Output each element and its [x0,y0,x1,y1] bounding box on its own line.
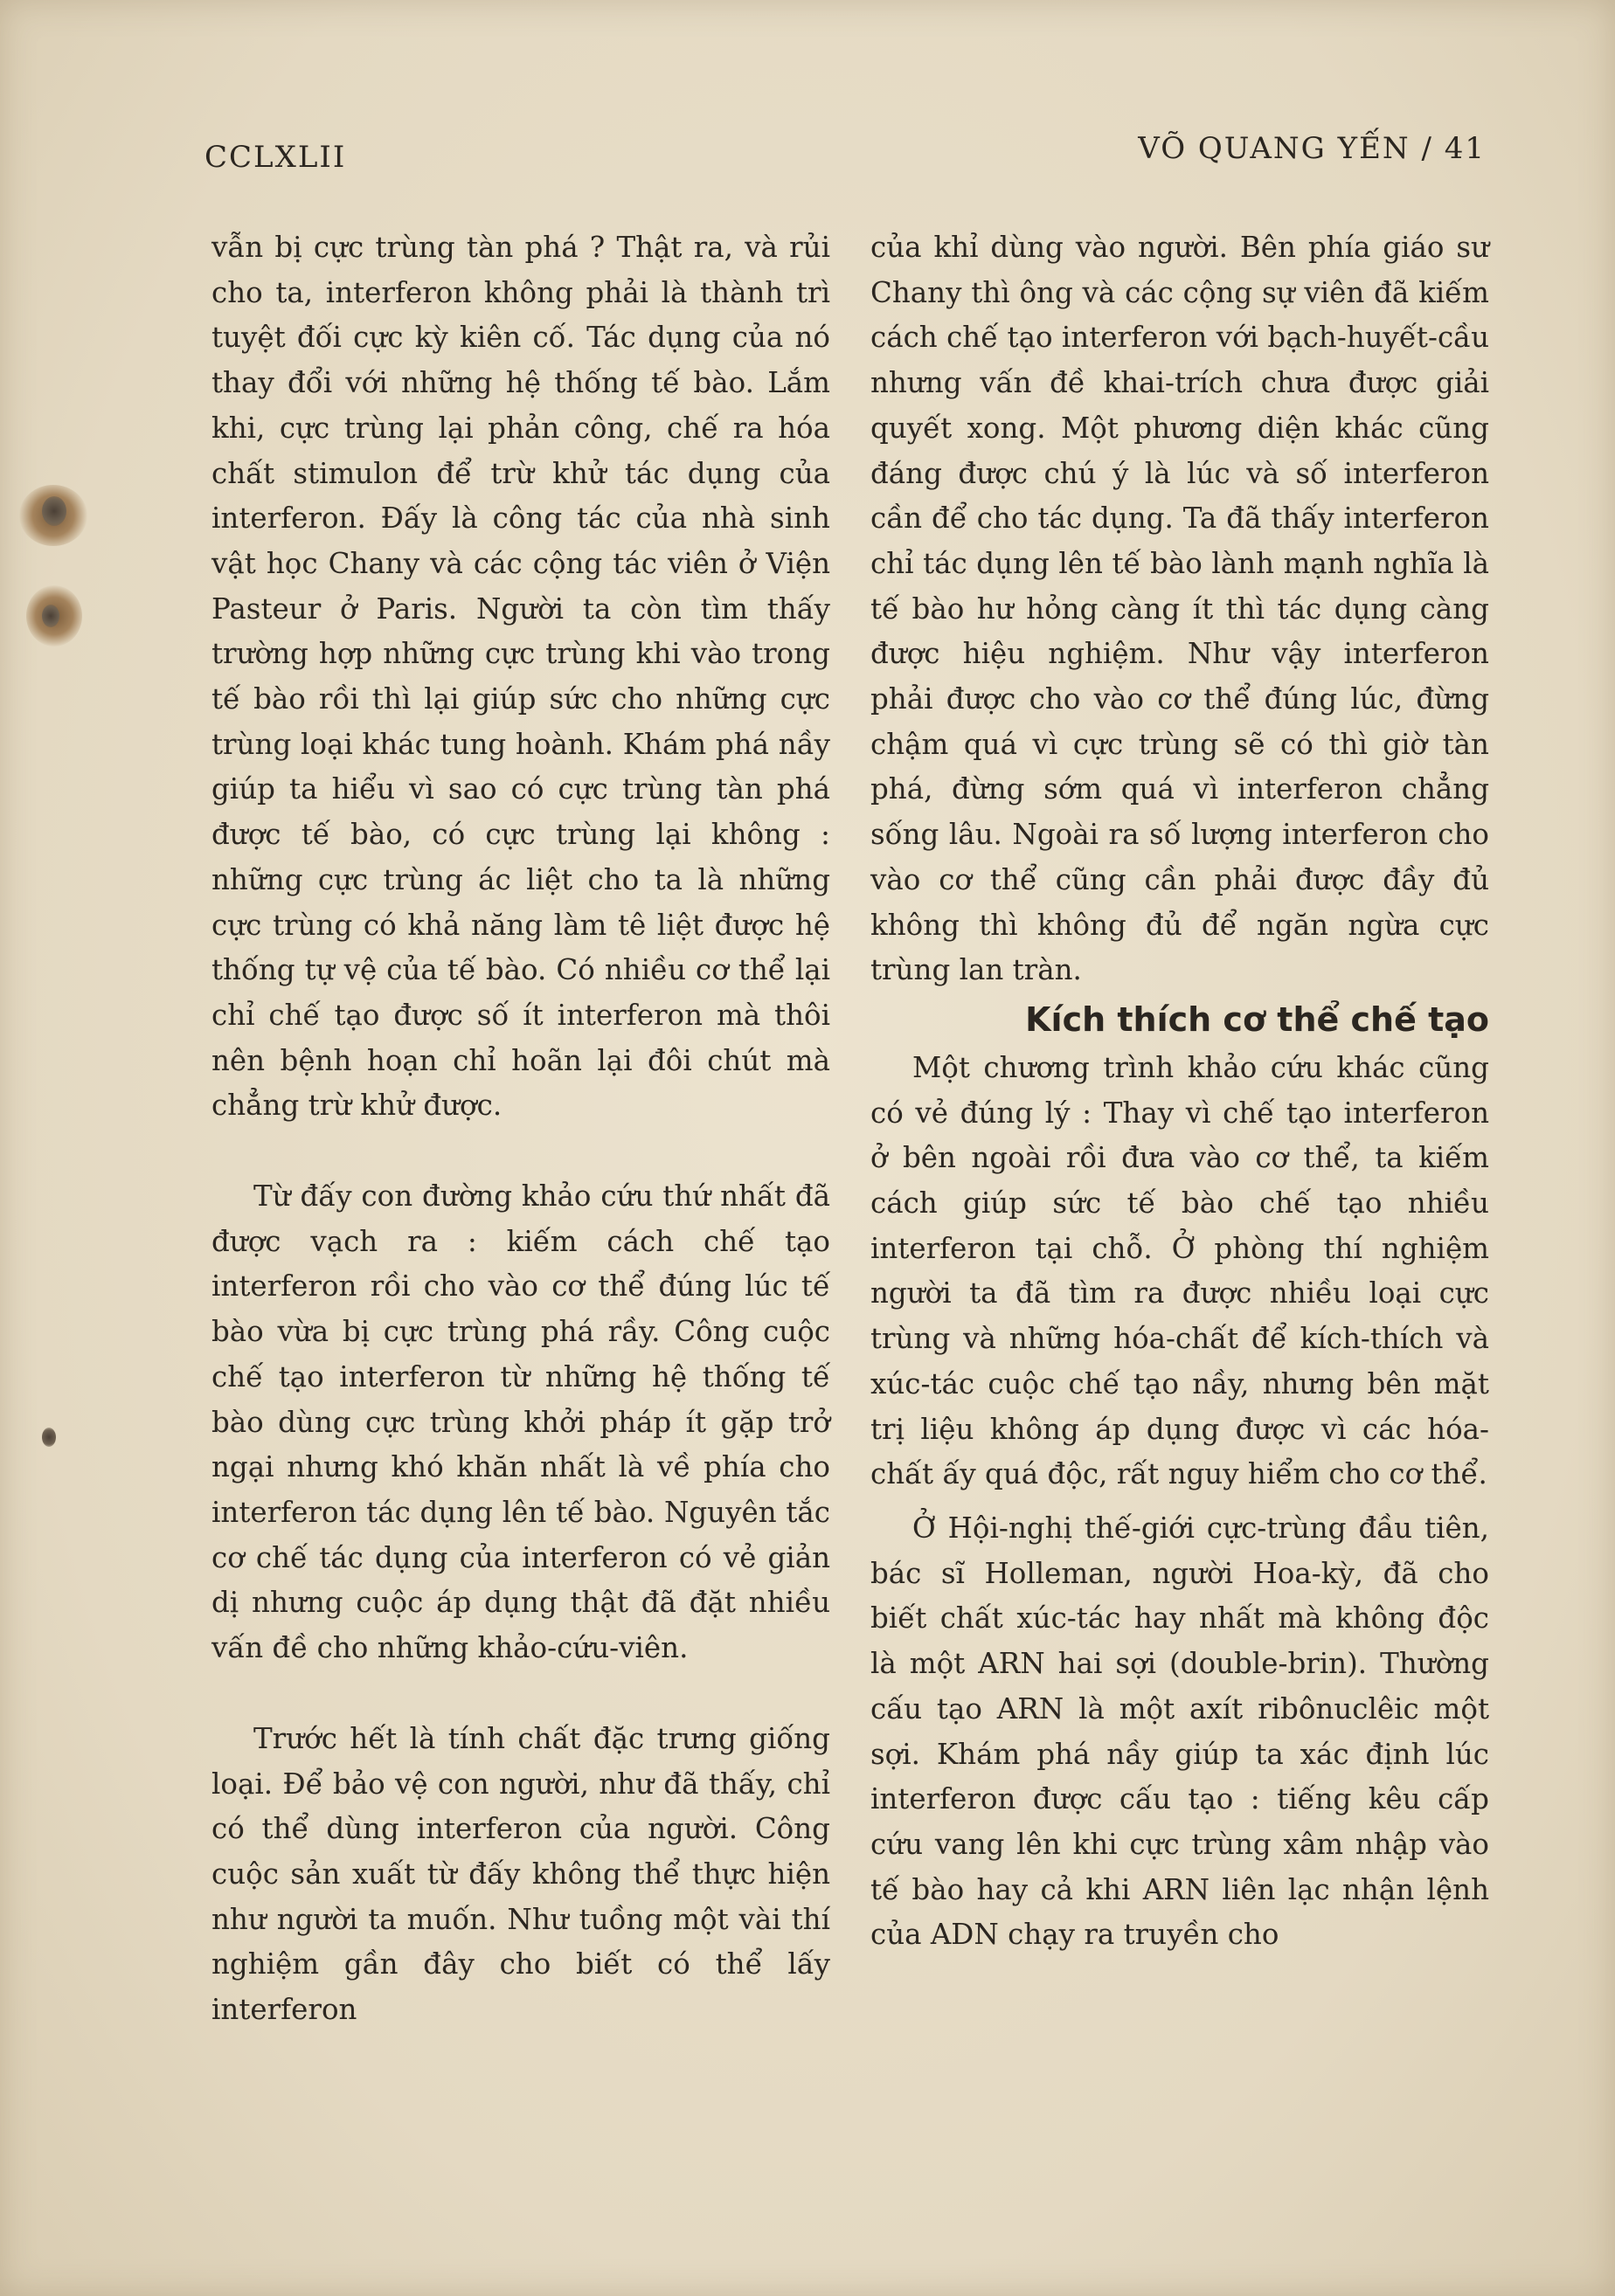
paragraph-gap [211,1129,830,1174]
paragraph: Trước hết là tính chất đặc trưng giống loại. Để bảo vệ con người, như đã thấy, chỉ có thể dùng interferon của người. Công cuộc sản xuất từ đấy không thể thực hiện như người ta muốn. Như tuồng một vài thí nghiệm gần đây cho biết có thể lấy interferon [211,1721,830,2027]
paragraph-gap [211,1671,830,1717]
paragraph: của khỉ dùng vào người. Bên phía giáo sư Chany thì ông và các cộng sự viên đã kiếm cách chế tạo interferon với bạch-huyết-cầu nhưng vấn đề khai-trích chưa được giải quyết xong. Một phương diện khác cũng đáng được chú ý là lúc và số interferon cần để cho tác dụng. Ta đã thấy interferon chỉ tác dụng lên tế bào lành mạnh nghĩa là tế bào hư hỏng càng ít thì tác dụng càng được hiệu nghiệm. Như vậy interferon phải được cho vào cơ thể đúng lúc, đừng chậm quá vì cực trùng sẽ có thì giờ tàn phá, đừng sớm quá vì interferon chẳng sống lâu. Ngoài ra số lượng interferon cho vào cơ thể cũng cần phải được đầy đủ không thì không đủ để ngăn ngừa cực trùng lan tràn. [870,231,1489,987]
binding-hole-3 [42,1428,56,1447]
paragraph: Một chương trình khảo cứu khác cũng có vẻ đúng lý : Thay vì chế tạo interferon ở bên ngoài rồi đưa vào cơ thể, ta kiếm cách giúp sức tế bào chế tạo nhiều interferon tại chỗ. Ở phòng thí nghiệm người ta đã tìm ra được nhiều loại cực trùng và những hóa-chất để kích-thích và xúc-tác cuộc chế tạo nầy, nhưng bên mặt trị liệu không áp dụng được vì các hóa-chất ấy quá độc, rất nguy hiểm cho cơ thể. [870,1050,1489,1491]
binding-hole-1 [42,496,66,526]
running-head-right: VÕ QUANG YẾN / 41 [1138,131,1486,166]
paragraph: Ở Hội-nghị thế-giới cực-trùng đầu tiên, bác sĩ Holleman, người Hoa-kỳ, đã cho biết chất xúc-tác hay nhất mà không độc là một ARN hai sợi (double-brin). Thường cấu tạo ARN là một axít ribônuclêic một sợi. Khám phá nầy giúp ta xác định lúc interferon được cấu tạo : tiếng kêu cấp cứu vang lên khi cực trùng xâm nhập vào tế bào hay cả khi ARN liên lạc nhận lệnh của ADN chạy ra truyền cho [870,1511,1489,1952]
paragraph: Từ đấy con đường khảo cứu thứ nhất đã được vạch ra : kiếm cách chế tạo interferon rồi cho vào cơ thể đúng lúc tế bào vừa bị cực trùng phá rầy. Công cuộc chế tạo interferon từ những hệ thống tế bào dùng cực trùng khởi pháp ít gặp trở ngại nhưng khó khăn nhất là về phía cho interferon tác dụng lên tế bào. Nguyên tắc cơ chế tác dụng của interferon có vẻ giản dị nhưng cuộc áp dụng thật đã đặt nhiều vấn đề cho những khảo-cứu-viên. [211,1179,830,1665]
right-column [870,225,1489,1958]
running-head-left: CCLXLII [204,140,347,175]
binding-hole-2 [42,605,59,627]
left-column [211,225,830,2033]
section-heading: Kích thích cơ thể chế tạo [1025,999,1489,1039]
paragraph: vẫn bị cực trùng tàn phá ? Thật ra, và rủi cho ta, interferon không phải là thành trì tuyệt đối cực kỳ kiên cố. Tác dụng của nó thay đổi với những hệ thống tế bào. Lắm khi, cực trùng lại phản công, chế ra hóa chất stimulon để trừ khử tác dụng của interferon. Đấy là công tác của nhà sinh vật học Chany và các cộng tác viên ở Viện Pasteur ở Paris. Người ta còn tìm thấy trường hợp những cực trùng khi vào trong tế bào rồi thì lại giúp sức cho những cực trùng loại khác tung hoành. Khám phá nầy giúp ta hiểu vì sao có cực trùng tàn phá được tế bào, có cực trùng lại không : những cực trùng ác liệt cho ta là những cực trùng có khả năng làm tê liệt được hệ thống tự vệ của tế bào. Có nhiều cơ thể lại chỉ chế tạo được số ít interferon mà thôi nên bệnh hoạn chỉ hoãn lại đôi chút mà chẳng trừ khử được. [211,231,830,1123]
